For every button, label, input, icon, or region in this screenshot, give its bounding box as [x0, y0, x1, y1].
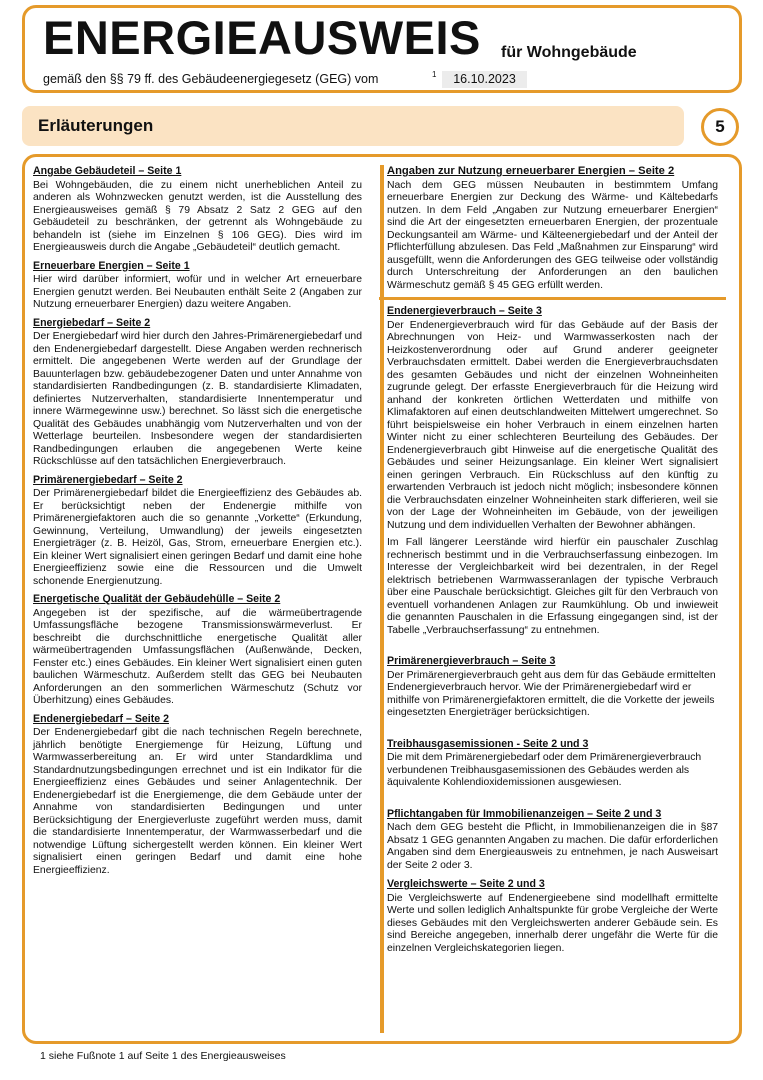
section-heading: Energiebedarf – Seite 2 [33, 316, 151, 329]
section-text: Nach dem GEG müssen Neubauten in bestimmtem Umfang erneuerbare Energien zur Deckung des Wärme- und Kältebedarfs nutzen. In dem Feld „Angaben zur Nutzung erneuerbarer Energien“ sind die Art der eingesetzten erneuerbaren Energien, der prozentuale Deckungsanteil am Wärme- und Kälteenergiebedarf und der Anteil der Pflichterfüllung abzulesen. Das Feld „Maßnahmen zur Einsparung“ wird ausgefüllt, wenn die Anforderungen des GEG teilweise oder vollständig durch Unterschreitung der Anforderungen an den baulichen Wärmeschutz gemäß § 45 GEG erfüllt werden. [387, 179, 718, 291]
section-text: Der Endenergieverbrauch wird für das Gebäude auf der Basis der Abrechnungen von Heiz- und Warmwasserkosten nach der Heizkostenverordnung oder auf Grund anderer geeigneter Verbrauchsdaten ermittelt. Dabei werden die Energieverbrauchsdaten des gesamten Gebäudes und nicht der einzelnen Wohneinheiten zugrunde gelegt. Der erfasste Energieverbrauch für die Heizung wird anhand der konkreten örtlichen Wetterdaten und mithilfe von Klimafaktoren auf einen deutschlandweiten Mittelwert umgerechnet. So führt beispielsweise ein hoher Verbrauch in einem einzelnen harten Winter nicht zu einer schlechteren Beurteilung des Gebäudes. Der Endenergieverbrauch gibt Hinweise auf die energetische Qualität des Gebäudes und seiner Heizungsanlage. Ein kleiner Wert signalisiert einen geringen Verbrauch. Ein Rückschluss auf den künftig zu erwartenden Verbrauch ist jedoch nicht möglich; insbesondere können die Verbrauchsdaten einzelner Wohneinheiten stark differieren, weil sie von der Lage der Wohneinheiten im Gebäude, von der jeweiligen Nutzung und dem individuellen Verhalten der Bewohner abhängen. [387, 319, 718, 531]
section-text: Der Energiebedarf wird hier durch den Jahres-Primärenergiebedarf und den Endenergiebedarf dargestellt. Diese Angaben werden rechnerisch ermittelt. Die angegebenen Werte werden auf der Grundlage der Bauunterlagen bzw. gebäudebezogener Daten und unter Annahme von standardisierten Randbedingungen (z. B. standardisierte Klimadaten, definiertes Nutzerverhalten, standardisierte Innentemperatur und innere Wärmegewinne usw.) berechnet. So lässt sich die energetische Qualität des Gebäudes unabhängig vom Nutzerverhalten und von der Wetterlage beurteilen. Insbesondere wegen der standardisierten Randbedingungen erlauben die angegebenen Werte keine Rückschlüsse auf den tatsächlichen Energieverbrauch. [33, 331, 362, 467]
section-heading: Vergleichswerte – Seite 2 und 3 [387, 878, 545, 890]
column-divider [380, 165, 384, 1033]
content-area [22, 154, 742, 1044]
section-text: Der Primärenergiebedarf bildet die Energieeffizienz des Gebäudes ab. Er berücksichtigt neben der Endenergie mithilfe von Primärenergiefaktoren auch die so genannte „Vorkette“ (Erkundung, Gewinnung, Verteilung, Umwandlung) der jeweils eingesetzten Energieträger (z. B. Heizöl, Gas, Strom, erneuerbare Energien etc.). Ein kleiner Wert signalisiert einen geringen Bedarf und damit eine hohe Energieeffizienz sowie eine die Ressourcen und die Umwelt schonende Energienutzung. [33, 488, 362, 587]
section-heading: Treibhausgasemissionen - Seite 2 und 3 [387, 737, 589, 750]
section-header [22, 106, 684, 146]
footnote: 1 siehe Fußnote 1 auf Seite 1 des Energieausweises [40, 1050, 286, 1062]
right-column [387, 165, 718, 960]
section-endenergieverbrauch [387, 305, 718, 637]
section-vergleichswerte [387, 878, 718, 955]
section-text: Bei Wohngebäuden, die zu einem nicht unerheblichen Anteil zu anderen als Wohnzwecken genutzt werden, ist die Ausstellung des Energieausweises gemäß § 79 Absatz 2 Satz 2 GEG auf den Gebäudeteil zu beschränken, der getrennt als Wohngebäude zu behandeln ist (siehe im Einzelnen § 106 GEG). Dies wird im Energieausweis durch die Angabe „Gebäudeteil“ deutlich gemacht. [33, 179, 362, 253]
section-heading: Primärenergieverbrauch – Seite 3 [387, 655, 556, 667]
section-primaerenergiebedarf [33, 474, 362, 589]
section-heading: Angabe Gebäudeteil – Seite 1 [33, 165, 182, 177]
footnote-ref: 1 [432, 70, 437, 79]
section-heading: Primärenergiebedarf – Seite 2 [33, 473, 183, 486]
section-energiebedarf [33, 317, 362, 469]
section-text: Der Endenergiebedarf gibt die nach technischen Regeln berechnete, jährlich benötigte Energiemenge für Heizung, Lüftung und Warmwasserbereitung an. Er wird unter Standardklima und Standardnutzungsbedingungen errechnet und ist ein Indikator für die Energieeffizienz eines Gebäudes und seiner Anlagentechnik. Der Endenergiebedarf ist die Energiemenge, die dem Gebäude unter der Annahme von standardisierten Bedingungen und unter Berücksichtigung der Energieverluste zugeführt werden muss, damit die standardisierte Innentemperatur, der Warmwasserbedarf und die notwendige Lüftung sichergestellt werden können. Ein kleiner Wert signalisiert einen geringen Bedarf und damit eine hohe Energieeffizienz. [33, 727, 362, 876]
section-endenergiebedarf [33, 713, 362, 878]
section-erneuerbare [33, 260, 362, 312]
left-column [33, 165, 362, 882]
section-text: Im Fall längerer Leerstände wird hierfür ein pauschaler Zuschlag rechnerisch bestimmt und in die Verbrauchserfassung einbezogen. Im Interesse der Vergleichbarkeit wird bei dezentralen, in der Regel elektrisch betriebenen Warmwasseranlagen der typische Verbrauch über eine Pauschale berücksichtigt. Gleiches gilt für den Verbrauch von eventuell vorhandenen Anlagen zur Raumkühlung. Ob und inwieweit die genannten Pauschalen in die Erfassung eingegangen sind, ist der Tabelle „Verbrauchserfassung“ zu entnehmen. [387, 537, 718, 636]
section-gebaeudehuelle [33, 593, 362, 708]
section-primaerenergieverbrauch [387, 655, 718, 720]
section-text: Die Vergleichswerte auf Endenergieebene sind modellhaft ermittelte Werte und sollen lediglich Anhaltspunkte für grobe Vergleiche der Werte dieses Gebäudes mit den Vergleichswerten anderer Gebäude sein. Es sind Bereiche angegeben, innerhalb derer ungefähr die Werte für die einzelnen Vergleichskategorien liegen. [387, 892, 718, 954]
section-text: Angegeben ist der spezifische, auf die wärmeübertragende Umfassungsfläche bezogene Transmissionswärmeverlust. Er beschreibt die durchschnittliche energetische Qualität aller wärmeübertragenden Umfassungsflächen (Außenwände, Decken, Fenster etc.) eines Gebäudes. Ein kleiner Wert signalisiert einen guten baulichen Wärmeschutz. Außerdem stellt das GEG bei Neubauten Anforderungen an den sommerlichen Wärmeschutz (Schutz vor Überhitzung) eines Gebäudes. [33, 607, 362, 706]
section-heading: Endenergieverbrauch – Seite 3 [387, 305, 542, 317]
issue-date: 16.10.2023 [442, 71, 527, 88]
section-treibhausgas [387, 738, 718, 790]
document-subtitle: für Wohngebäude [501, 44, 637, 61]
section-text: Nach dem GEG besteht die Pflicht, in Immobilienanzeigen die in §87 Absatz 1 GEG genannten Angaben zu machen. Die dafür erforderlichen Angaben sind dem Energieausweis zu entnehmen, je nach Ausweisart der Seite 2 oder 3. [387, 822, 718, 871]
document-title: ENERGIEAUSWEIS [43, 11, 481, 64]
section-heading: Energetische Qualität der Gebäudehülle – Seite 2 [33, 593, 281, 605]
section-text: Hier wird darüber informiert, wofür und in welcher Art erneuerbare Energien genutzt werden. Bei Neubauten enthält Seite 2 (Angaben zur Nutzung erneuerbarer Energien) dazu weitere Angaben. [33, 274, 362, 310]
section-heading: Erneuerbare Energien – Seite 1 [33, 259, 190, 272]
section-immobilienanzeigen [387, 808, 718, 873]
section-gebaeudeteil [33, 165, 362, 255]
section-heading: Pflichtangaben für Immobilienanzeigen – Seite 2 und 3 [387, 807, 662, 820]
header [22, 5, 742, 93]
section-heading: Endenergiebedarf – Seite 2 [33, 712, 170, 725]
section-separator [379, 297, 726, 300]
legal-basis: gemäß den §§ 79 ff. des Gebäudeenergiegesetz (GEG) vom [43, 72, 379, 86]
section-nutzung-erneuerbarer [387, 165, 718, 292]
section-heading: Angaben zur Nutzung erneuerbarer Energien – Seite 2 [387, 165, 675, 177]
section-text: Die mit dem Primärenergiebedarf oder dem Primärenergieverbrauch verbundenen Treibhausgasemissionen des Gebäudes werden als äquivalente Kohlendioxidemissionen ausgewiesen. [387, 752, 702, 788]
section-text: Der Primärenergieverbrauch geht aus dem für das Gebäude ermittelten Endenergieverbrauch hervor. Wie der Primärenergiebedarf wird er mithilfe von Primärenergiefaktoren ermittelt, die die Vorkette der jeweils eingesetzten Energieträger berücksichtigen. [387, 669, 716, 718]
section-title: Erläuterungen [38, 116, 154, 135]
page-number: 5 [701, 108, 739, 146]
